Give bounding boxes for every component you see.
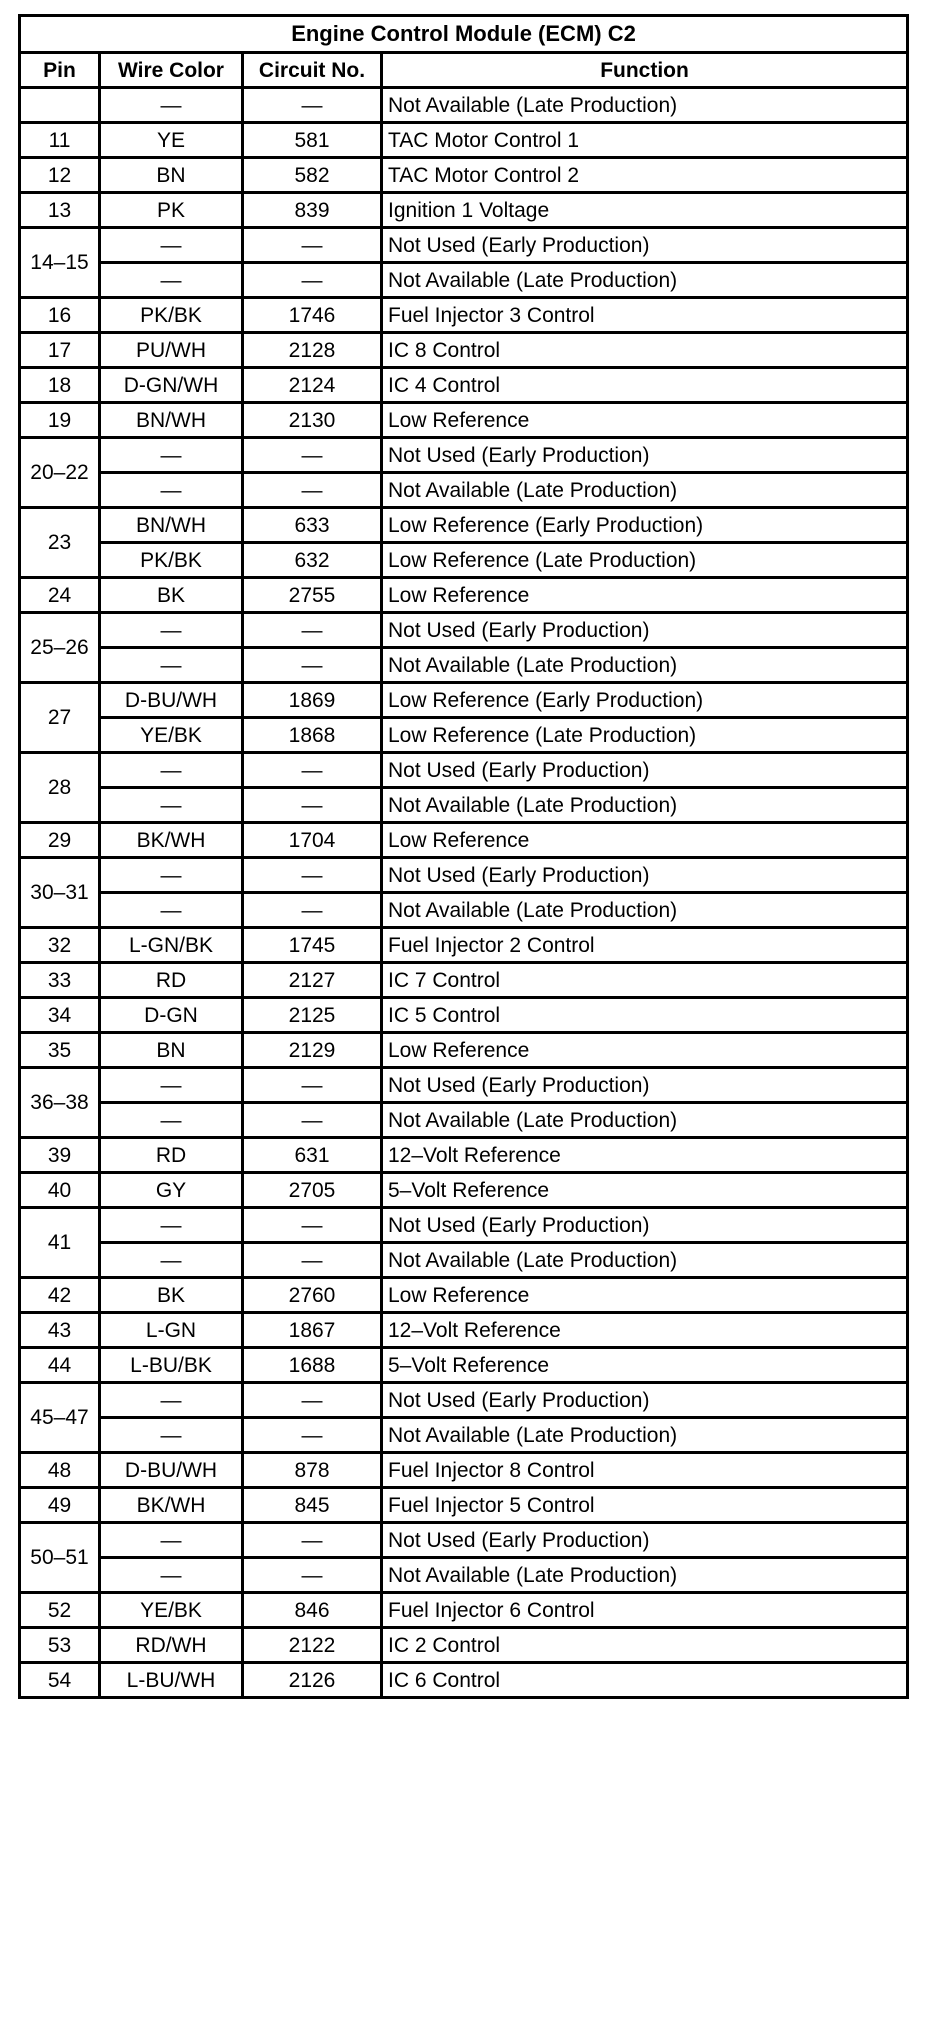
circuit-cell: 2122 (243, 1628, 382, 1663)
table-row (20, 998, 908, 1033)
circuit-cell: — (243, 613, 382, 648)
pin-cell: 23 (20, 508, 100, 578)
pin-cell: 29 (20, 823, 100, 858)
circuit-cell: 2130 (243, 403, 382, 438)
function-cell: IC 5 Control (382, 998, 908, 1033)
circuit-cell: 1746 (243, 298, 382, 333)
function-cell: Low Reference (382, 1278, 908, 1313)
circuit-cell: 2127 (243, 963, 382, 998)
circuit-cell: 2129 (243, 1033, 382, 1068)
pin-cell (20, 88, 100, 123)
circuit-header: Circuit No. (243, 53, 382, 88)
wire-color-cell: — (100, 228, 243, 263)
table-row (20, 1418, 908, 1453)
wire-color-cell: — (100, 263, 243, 298)
wire-color-cell: — (100, 1243, 243, 1278)
function-cell: IC 6 Control (382, 1663, 908, 1698)
table-row (20, 613, 908, 648)
wire-color-cell: BN/WH (100, 508, 243, 543)
circuit-cell: 2124 (243, 368, 382, 403)
circuit-cell: 1869 (243, 683, 382, 718)
pin-cell: 30–31 (20, 858, 100, 928)
function-cell: Not Used (Early Production) (382, 1068, 908, 1103)
circuit-cell: — (243, 473, 382, 508)
pin-cell: 24 (20, 578, 100, 613)
function-cell: Not Available (Late Production) (382, 788, 908, 823)
circuit-cell: — (243, 88, 382, 123)
function-cell: Not Available (Late Production) (382, 1243, 908, 1278)
function-cell: TAC Motor Control 1 (382, 123, 908, 158)
function-cell: Low Reference (Early Production) (382, 508, 908, 543)
pin-cell: 14–15 (20, 228, 100, 298)
table-row (20, 1628, 908, 1663)
circuit-cell: 1868 (243, 718, 382, 753)
function-cell: Fuel Injector 6 Control (382, 1593, 908, 1628)
wire-color-cell: — (100, 1523, 243, 1558)
function-cell: IC 2 Control (382, 1628, 908, 1663)
circuit-cell: 2705 (243, 1173, 382, 1208)
table-row (20, 788, 908, 823)
function-cell: Not Available (Late Production) (382, 88, 908, 123)
circuit-cell: 2760 (243, 1278, 382, 1313)
circuit-cell: — (243, 648, 382, 683)
function-cell: Not Used (Early Production) (382, 1383, 908, 1418)
wire-color-cell: — (100, 88, 243, 123)
pin-cell: 53 (20, 1628, 100, 1663)
pin-cell: 39 (20, 1138, 100, 1173)
wire-color-cell: BK/WH (100, 1488, 243, 1523)
function-cell: Not Used (Early Production) (382, 613, 908, 648)
circuit-cell: — (243, 753, 382, 788)
pin-cell: 44 (20, 1348, 100, 1383)
table-row (20, 1278, 908, 1313)
wire-color-cell: YE/BK (100, 718, 243, 753)
circuit-cell: — (243, 858, 382, 893)
table-row (20, 1173, 908, 1208)
wire-color-cell: YE/BK (100, 1593, 243, 1628)
table-row (20, 648, 908, 683)
circuit-cell: — (243, 1068, 382, 1103)
wire-color-cell: GY (100, 1173, 243, 1208)
wire-color-cell: D-GN (100, 998, 243, 1033)
circuit-cell: 631 (243, 1138, 382, 1173)
circuit-cell: — (243, 788, 382, 823)
table-row (20, 578, 908, 613)
pin-cell: 50–51 (20, 1523, 100, 1593)
pin-cell: 43 (20, 1313, 100, 1348)
ecm-connector-table (18, 14, 909, 1699)
table-row (20, 1068, 908, 1103)
wire-color-cell: L-BU/BK (100, 1348, 243, 1383)
wire-color-cell: D-GN/WH (100, 368, 243, 403)
pin-cell: 32 (20, 928, 100, 963)
wire-color-cell: L-BU/WH (100, 1663, 243, 1698)
circuit-cell: 633 (243, 508, 382, 543)
circuit-cell: — (243, 1208, 382, 1243)
table-row (20, 963, 908, 998)
table-row (20, 858, 908, 893)
pin-cell: 28 (20, 753, 100, 823)
wire-color-header: Wire Color (100, 53, 243, 88)
function-cell: Fuel Injector 5 Control (382, 1488, 908, 1523)
wire-color-cell: YE (100, 123, 243, 158)
function-cell: Not Available (Late Production) (382, 1418, 908, 1453)
table-row (20, 473, 908, 508)
function-cell: Ignition 1 Voltage (382, 193, 908, 228)
function-cell: Not Used (Early Production) (382, 1523, 908, 1558)
pin-cell: 13 (20, 193, 100, 228)
table-row (20, 298, 908, 333)
table-row (20, 928, 908, 963)
table-row (20, 1383, 908, 1418)
table-row (20, 543, 908, 578)
wire-color-cell: — (100, 858, 243, 893)
pin-cell: 19 (20, 403, 100, 438)
table-row (20, 1558, 908, 1593)
table-row (20, 1488, 908, 1523)
pin-cell: 25–26 (20, 613, 100, 683)
circuit-cell: — (243, 438, 382, 473)
circuit-cell: — (243, 1103, 382, 1138)
table-row (20, 1208, 908, 1243)
function-cell: 5–Volt Reference (382, 1348, 908, 1383)
table-row (20, 1663, 908, 1698)
function-cell: 5–Volt Reference (382, 1173, 908, 1208)
wire-color-cell: — (100, 1103, 243, 1138)
function-cell: Fuel Injector 2 Control (382, 928, 908, 963)
function-cell: Not Used (Early Production) (382, 753, 908, 788)
wire-color-cell: BN (100, 158, 243, 193)
wire-color-cell: BN (100, 1033, 243, 1068)
wire-color-cell: — (100, 1208, 243, 1243)
function-cell: Not Available (Late Production) (382, 1558, 908, 1593)
function-cell: Low Reference (Early Production) (382, 683, 908, 718)
pin-cell: 45–47 (20, 1383, 100, 1453)
table-row (20, 823, 908, 858)
pin-header: Pin (20, 53, 100, 88)
function-cell: Not Available (Late Production) (382, 263, 908, 298)
function-cell: Not Used (Early Production) (382, 1208, 908, 1243)
circuit-cell: 1688 (243, 1348, 382, 1383)
table-row (20, 718, 908, 753)
table-row (20, 1103, 908, 1138)
wire-color-cell: — (100, 1418, 243, 1453)
wire-color-cell: D-BU/WH (100, 1453, 243, 1488)
circuit-cell: 1704 (243, 823, 382, 858)
circuit-cell: 581 (243, 123, 382, 158)
wire-color-cell: — (100, 473, 243, 508)
pin-cell: 36–38 (20, 1068, 100, 1138)
pin-cell: 52 (20, 1593, 100, 1628)
pin-cell: 35 (20, 1033, 100, 1068)
pin-cell: 27 (20, 683, 100, 753)
table-row (20, 158, 908, 193)
pin-cell: 41 (20, 1208, 100, 1278)
function-cell: IC 7 Control (382, 963, 908, 998)
function-cell: Fuel Injector 3 Control (382, 298, 908, 333)
circuit-cell: 2125 (243, 998, 382, 1033)
function-cell: Low Reference (382, 578, 908, 613)
circuit-cell: 582 (243, 158, 382, 193)
pin-cell: 49 (20, 1488, 100, 1523)
table-row (20, 368, 908, 403)
table-row (20, 1243, 908, 1278)
wire-color-cell: D-BU/WH (100, 683, 243, 718)
table-row (20, 1593, 908, 1628)
circuit-cell: 2128 (243, 333, 382, 368)
pin-cell: 17 (20, 333, 100, 368)
table-row (20, 893, 908, 928)
wire-color-cell: PK (100, 193, 243, 228)
circuit-cell: — (243, 263, 382, 298)
wire-color-cell: PK/BK (100, 298, 243, 333)
function-cell: IC 4 Control (382, 368, 908, 403)
function-cell: Not Available (Late Production) (382, 648, 908, 683)
pin-cell: 40 (20, 1173, 100, 1208)
table-row (20, 438, 908, 473)
wire-color-cell: BK/WH (100, 823, 243, 858)
circuit-cell: — (243, 893, 382, 928)
pin-cell: 34 (20, 998, 100, 1033)
function-cell: Not Used (Early Production) (382, 858, 908, 893)
pin-cell: 16 (20, 298, 100, 333)
function-cell: Not Used (Early Production) (382, 228, 908, 263)
wire-color-cell: L-GN (100, 1313, 243, 1348)
wire-color-cell: — (100, 753, 243, 788)
table-row (20, 88, 908, 123)
table-body (20, 88, 908, 1698)
circuit-cell: 2126 (243, 1663, 382, 1698)
circuit-cell: 878 (243, 1453, 382, 1488)
circuit-cell: 846 (243, 1593, 382, 1628)
table-row (20, 1453, 908, 1488)
function-cell: Low Reference (382, 403, 908, 438)
column-header-row (20, 53, 908, 88)
pin-cell: 12 (20, 158, 100, 193)
table-row (20, 1033, 908, 1068)
circuit-cell: — (243, 1558, 382, 1593)
circuit-cell: 1867 (243, 1313, 382, 1348)
table-title: Engine Control Module (ECM) C2 (20, 16, 908, 53)
pin-cell: 54 (20, 1663, 100, 1698)
circuit-cell: — (243, 228, 382, 263)
function-cell: Low Reference (Late Production) (382, 543, 908, 578)
wire-color-cell: — (100, 788, 243, 823)
wire-color-cell: RD (100, 1138, 243, 1173)
pin-cell: 18 (20, 368, 100, 403)
table-row (20, 508, 908, 543)
table-row (20, 753, 908, 788)
pin-cell: 48 (20, 1453, 100, 1488)
function-cell: Low Reference (382, 1033, 908, 1068)
table-row (20, 123, 908, 158)
wire-color-cell: — (100, 438, 243, 473)
table-row (20, 193, 908, 228)
circuit-cell: — (243, 1523, 382, 1558)
wire-color-cell: PK/BK (100, 543, 243, 578)
wire-color-cell: BN/WH (100, 403, 243, 438)
function-cell: Low Reference (382, 823, 908, 858)
circuit-cell: 839 (243, 193, 382, 228)
function-cell: Fuel Injector 8 Control (382, 1453, 908, 1488)
circuit-cell: — (243, 1418, 382, 1453)
wire-color-cell: — (100, 893, 243, 928)
wire-color-cell: — (100, 1558, 243, 1593)
title-row (20, 16, 908, 53)
circuit-cell: — (243, 1243, 382, 1278)
wire-color-cell: BK (100, 1278, 243, 1313)
function-cell: Not Available (Late Production) (382, 893, 908, 928)
function-header: Function (382, 53, 908, 88)
function-cell: Not Available (Late Production) (382, 473, 908, 508)
wire-color-cell: PU/WH (100, 333, 243, 368)
circuit-cell: 632 (243, 543, 382, 578)
wire-color-cell: BK (100, 578, 243, 613)
circuit-cell: — (243, 1383, 382, 1418)
wire-color-cell: RD (100, 963, 243, 998)
pin-cell: 42 (20, 1278, 100, 1313)
pin-cell: 20–22 (20, 438, 100, 508)
table-row (20, 333, 908, 368)
table-row (20, 228, 908, 263)
table-row (20, 1138, 908, 1173)
wire-color-cell: — (100, 1068, 243, 1103)
function-cell: 12–Volt Reference (382, 1313, 908, 1348)
pin-cell: 33 (20, 963, 100, 998)
function-cell: IC 8 Control (382, 333, 908, 368)
wire-color-cell: RD/WH (100, 1628, 243, 1663)
table-row (20, 403, 908, 438)
circuit-cell: 1745 (243, 928, 382, 963)
function-cell: 12–Volt Reference (382, 1138, 908, 1173)
circuit-cell: 2755 (243, 578, 382, 613)
table-row (20, 1313, 908, 1348)
table-header (20, 16, 908, 88)
circuit-cell: 845 (243, 1488, 382, 1523)
table-row (20, 1348, 908, 1383)
table-row (20, 1523, 908, 1558)
function-cell: Not Available (Late Production) (382, 1103, 908, 1138)
pin-cell: 11 (20, 123, 100, 158)
table-row (20, 683, 908, 718)
function-cell: TAC Motor Control 2 (382, 158, 908, 193)
wire-color-cell: — (100, 1383, 243, 1418)
wire-color-cell: — (100, 648, 243, 683)
table-row (20, 263, 908, 298)
function-cell: Not Used (Early Production) (382, 438, 908, 473)
wire-color-cell: — (100, 613, 243, 648)
wire-color-cell: L-GN/BK (100, 928, 243, 963)
function-cell: Low Reference (Late Production) (382, 718, 908, 753)
